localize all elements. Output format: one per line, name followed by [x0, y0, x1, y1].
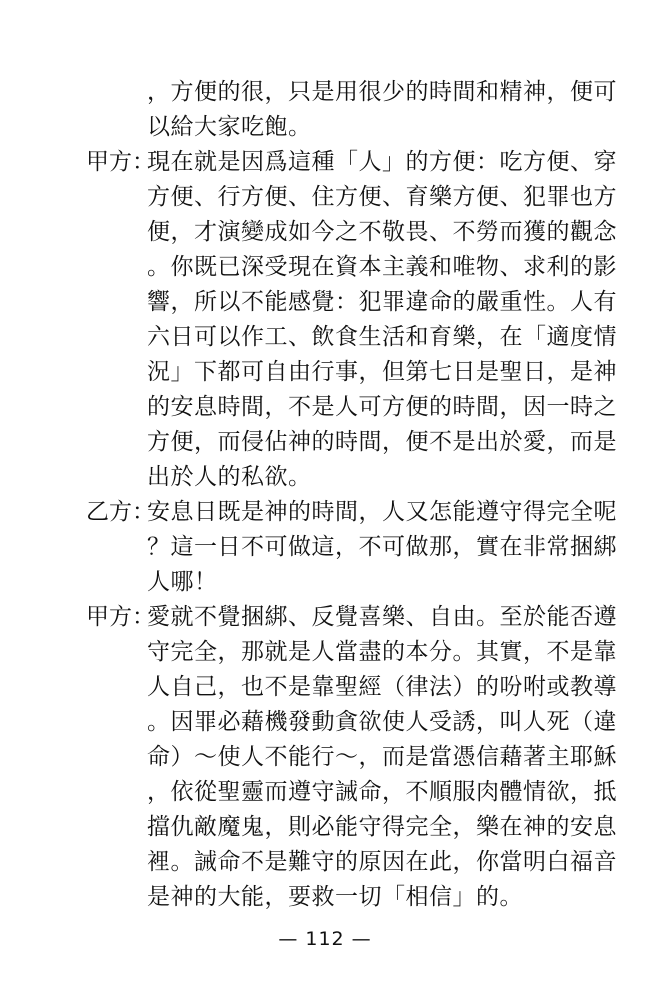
dialogue-line: 命）～使人不能行～，而是當憑信藉著主耶穌: [147, 744, 617, 770]
dialogue-line: 方便，而侵佔神的時間，便不是出於愛，而是: [147, 429, 617, 455]
speaker-label: 甲方：: [86, 149, 155, 175]
dialogue-line: 是神的大能，要救一切「相信」的。: [147, 884, 523, 910]
intro-line-1: ，方便的很，只是用很少的時間和精神，便可: [147, 79, 617, 105]
dialogue-line: 便，才演變成如今之不敬畏、不勞而獲的觀念: [147, 219, 617, 245]
intro-line-2: 以給大家吃飽。: [147, 114, 312, 140]
dialogue-line: 的安息時間，不是人可方便的時間，因一時之: [147, 394, 617, 420]
dialogue-line: ，依從聖靈而遵守誡命，不順服肉體情欲，抵: [147, 779, 617, 805]
dialogue-line: 裡。誡命不是難守的原因在此，你當明白福音: [147, 849, 617, 875]
dialogue-line: 人自己，也不是靠聖經（律法）的吩咐或教導: [147, 674, 617, 700]
dialogue-line: 守完全，那就是人當盡的本分。其實，不是靠: [147, 639, 617, 665]
dialogue-line: 。你既已深受現在資本主義和唯物、求利的影: [147, 254, 617, 280]
dialogue-line: 安息日既是神的時間，人又怎能遵守得完全呢: [147, 499, 617, 525]
speaker-label: 甲方：: [86, 604, 155, 630]
speaker-label: 乙方：: [86, 499, 155, 525]
dialogue-line: 擋仇敵魔鬼，則必能守得完全，樂在神的安息: [147, 814, 617, 840]
dialogue-line: 況」下都可自由行事，但第七日是聖日，是神: [147, 359, 617, 385]
dialogue-line: 響，所以不能感覺：犯罪違命的嚴重性。人有: [147, 289, 617, 315]
dialogue-line: 方便、行方便、住方便、育樂方便、犯罪也方: [147, 184, 617, 210]
dialogue-line: 人哪！: [147, 569, 218, 595]
dialogue-line: 六日可以作工、飲食生活和育樂，在「適度情: [147, 324, 617, 350]
dialogue-line: 現在就是因爲這種「人」的方便：吃方便、穿: [147, 149, 617, 175]
dialogue-line: 出於人的私欲。: [147, 464, 312, 490]
page-number: — 112 —: [278, 928, 372, 950]
dialogue-line: 。因罪必藉機發動貪欲使人受誘，叫人死（違: [147, 709, 617, 735]
dialogue-line: ？這一日不可做這，不可做那，實在非常捆綁: [147, 534, 617, 560]
dialogue-line: 愛就不覺捆綁、反覺喜樂、自由。至於能否遵: [147, 604, 617, 630]
